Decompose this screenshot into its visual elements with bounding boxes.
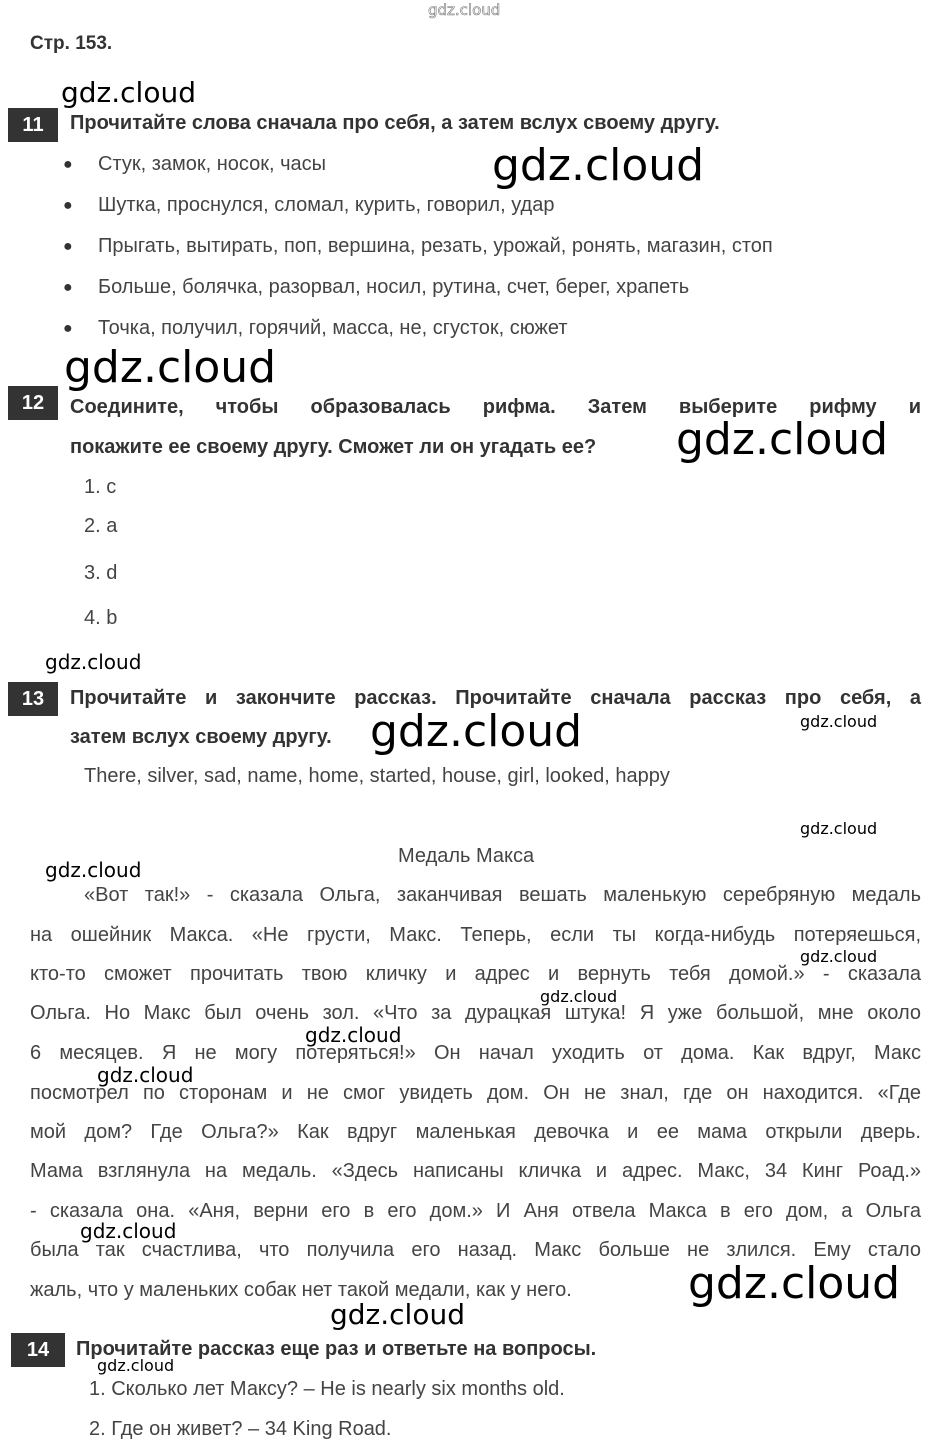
watermark: gdz.cloud	[45, 650, 142, 674]
watermark: gdz.cloud	[45, 858, 142, 882]
watermark: gdz.cloud	[305, 1023, 402, 1047]
task-13-title-line-2: затем вслух своему другу.	[70, 726, 332, 748]
watermark: gdz.cloud	[370, 706, 583, 757]
task-14-title: Прочитайте рассказ еще раз и ответьте на вопросы.	[76, 1338, 597, 1360]
watermark: gdz.cloud	[97, 1356, 175, 1375]
watermark: gdz.cloud	[492, 140, 705, 191]
bullet-icon: ●	[63, 197, 73, 214]
story-line: Мама взглянула на медаль. «Здесь написаны кличка и адрес. Макс, 34 Кинг Роад.»	[30, 1160, 921, 1182]
watermark: gdz.cloud	[800, 819, 878, 838]
task-12-number: 12	[8, 386, 58, 420]
watermark: gdz.cloud	[97, 1063, 194, 1087]
task-11-item: Стук, замок, носок, часы	[98, 153, 327, 175]
story-line: кто-то сможет прочитать твою кличку и адрес и вернуть тебя домой.» - сказала	[30, 963, 921, 985]
bullet-icon: ●	[63, 320, 73, 337]
story-line: была так счастлива, что получила его назад. Макс больше не злился. Ему стало	[30, 1239, 921, 1261]
task-11-title: Прочитайте слова сначала про себя, а затем вслух своему другу.	[70, 112, 720, 134]
task-13-word-list: There, silver, sad, name, home, started, house, girl, looked, happy	[84, 765, 670, 787]
story-title: Медаль Макса	[398, 845, 535, 867]
task-11-item: Точка, получил, горячий, масса, не, сгусток, сюжет	[98, 317, 568, 339]
task-12-title-line-1: Соедините, чтобы образовалась рифма. Затем выберите рифму и	[70, 396, 921, 418]
header-watermark: gdz.cloud	[428, 1, 501, 19]
bullet-icon: ●	[63, 279, 73, 296]
task-14-answer: 2. Где он живет? – 34 King Road.	[89, 1418, 392, 1440]
task-12-answer: 3. d	[84, 562, 118, 584]
story-line: посмотрел по сторонам и не смог увидеть дом. Он не знал, где он находится. «Где	[30, 1082, 921, 1104]
bullet-icon: ●	[63, 238, 73, 255]
watermark: gdz.cloud	[61, 76, 196, 109]
story-line: мой дом? Где Ольга?» Как вдруг маленькая девочка и ее мама открыли дверь.	[30, 1121, 921, 1143]
task-11-item: Больше, болячка, разорвал, носил, рутина, счет, берег, храпеть	[98, 276, 690, 298]
task-13-number: 13	[8, 682, 58, 716]
watermark: gdz.cloud	[800, 712, 878, 731]
watermark: gdz.cloud	[676, 414, 889, 465]
task-14-number: 14	[11, 1333, 65, 1367]
task-11-number: 11	[8, 108, 58, 142]
task-12-answer: 1. c	[84, 476, 117, 498]
task-12-answer: 4. b	[84, 607, 118, 629]
task-11-item: Прыгать, вытирать, поп, вершина, резать, урожай, ронять, магазин, стоп	[98, 235, 773, 257]
story-line: «Вот так!» - сказала Ольга, заканчивая вешать маленькую серебряную медаль	[84, 884, 921, 906]
watermark: gdz.cloud	[800, 947, 878, 966]
watermark: gdz.cloud	[688, 1258, 901, 1309]
story-line: 6 месяцев. Я не могу потеряться!» Он начал уходить от дома. Как вдруг, Макс	[30, 1042, 921, 1064]
task-12-title-line-2: покажите ее своему другу. Сможет ли он угадать ее?	[70, 436, 597, 458]
watermark: gdz.cloud	[330, 1298, 465, 1331]
task-14-answer: 1. Сколько лет Максу? – He is nearly six months old.	[89, 1378, 565, 1400]
watermark: gdz.cloud	[540, 987, 618, 1006]
story-line: на ошейник Макса. «Не грусти, Макс. Теперь, если ты когда-нибудь потеряешься,	[30, 924, 921, 946]
page-label: Стр. 153.	[30, 33, 113, 54]
watermark: gdz.cloud	[64, 342, 277, 393]
story-line: Ольга. Но Макс был очень зол. «Что за дурацкая штука! Я уже большой, мне около	[30, 1002, 921, 1024]
task-11-item: Шутка, проснулся, сломал, курить, говорил, удар	[98, 194, 555, 216]
watermark: gdz.cloud	[80, 1219, 177, 1243]
task-13-title-line-1: Прочитайте и закончите рассказ. Прочитайте сначала рассказ про себя, а	[70, 687, 921, 709]
story-line: - сказала она. «Аня, верни его в его дом.» И Аня отвела Макса в его дом, а Ольга	[30, 1200, 921, 1222]
task-12-answer: 2. a	[84, 515, 118, 537]
story-line: жаль, что у маленьких собак нет такой медали, как у него.	[30, 1279, 572, 1301]
bullet-icon: ●	[63, 156, 73, 173]
